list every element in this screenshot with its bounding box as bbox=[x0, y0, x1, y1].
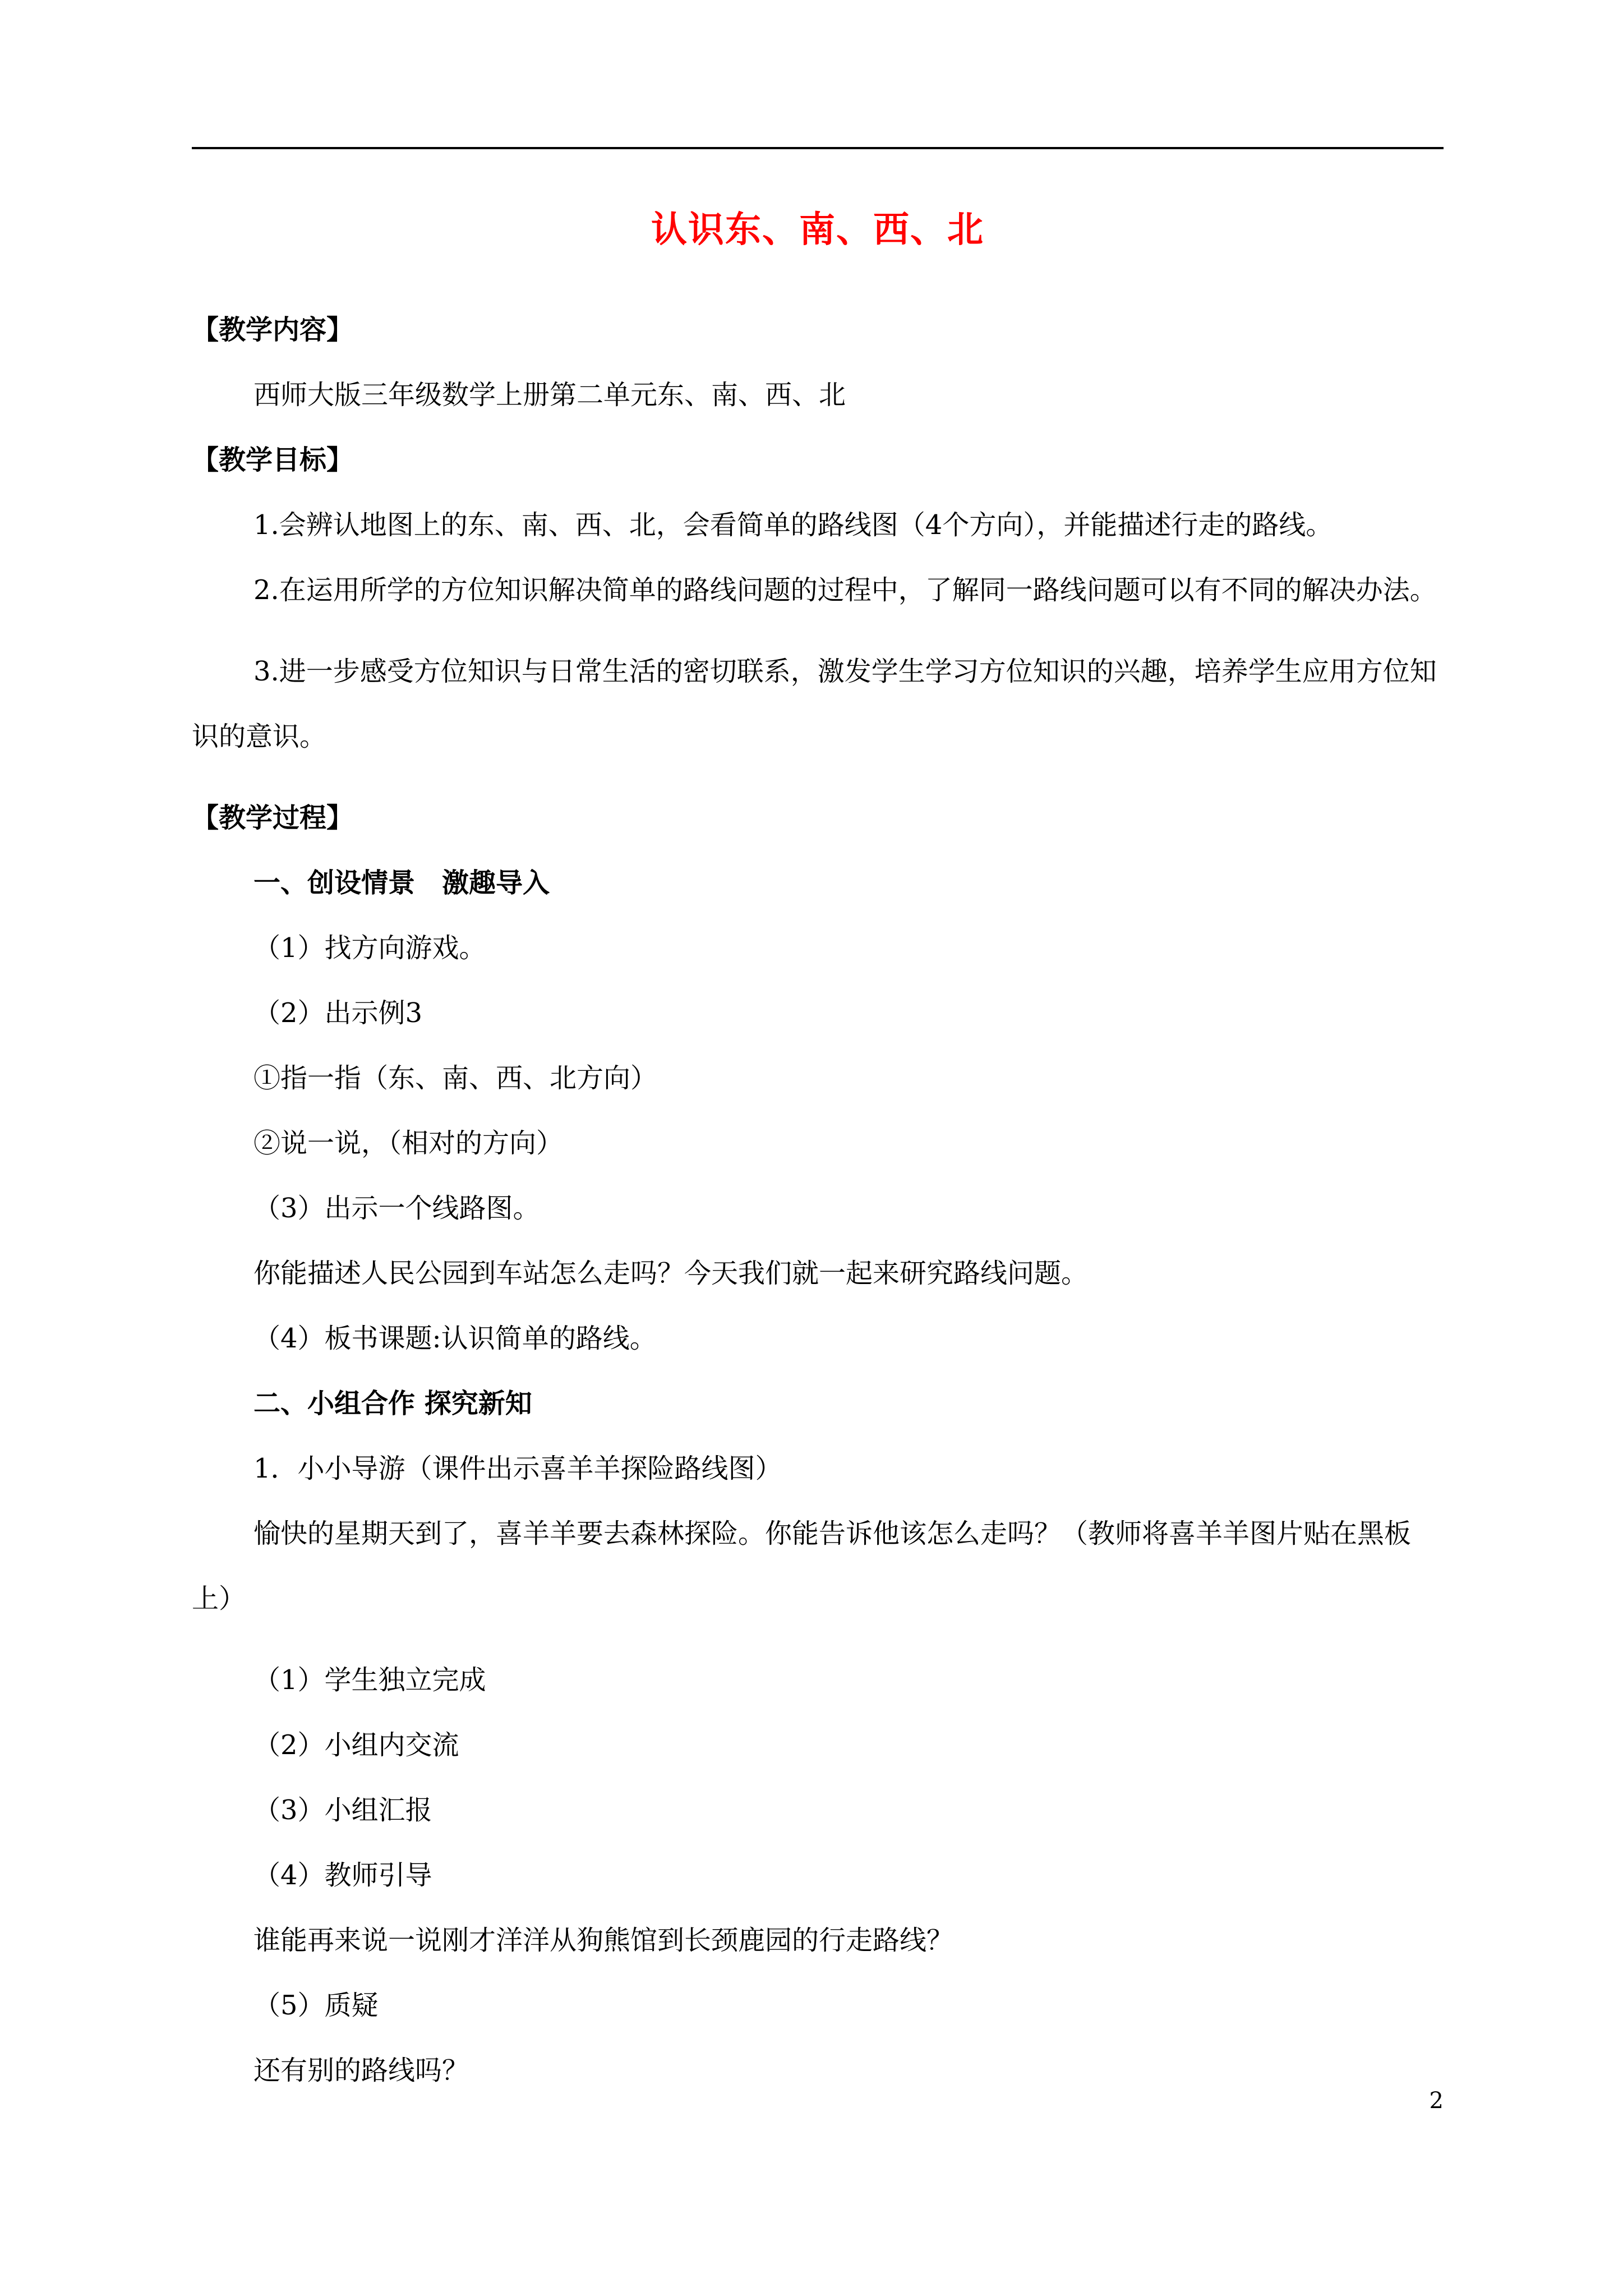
paragraph: 还有别的路线吗？ bbox=[253, 2055, 469, 2086]
list-item: （3）出示一个线路图。 bbox=[253, 1193, 540, 1224]
goal-item: 2.在运用所学的方位知识解决简单的路线问题的过程中，了解同一路线问题可以有不同的解决办法。 bbox=[253, 574, 1437, 606]
section-heading-content: 【教学内容】 bbox=[192, 314, 354, 346]
list-item: （2）出示例3 bbox=[253, 997, 423, 1029]
list-item: ②说一说，（相对的方向） bbox=[253, 1128, 564, 1159]
page-title: 认识东、南、西、北 bbox=[651, 209, 984, 251]
list-item: ①指一指（东、南、西、北方向） bbox=[253, 1062, 658, 1094]
list-item: （1）学生独立完成 bbox=[253, 1664, 486, 1696]
part-heading: 二、小组合作 探究新知 bbox=[253, 1388, 532, 1419]
header-rule bbox=[192, 147, 1444, 149]
section-heading-process: 【教学过程】 bbox=[192, 802, 354, 834]
paragraph: 愉快的星期天到了，喜羊羊要去森林探险。你能告诉他该怎么走吗？（教师将喜羊羊图片贴在黑板上） bbox=[192, 1518, 1412, 1614]
goal-item: 3.进一步感受方位知识与日常生活的密切联系，激发学生学习方位知识的兴趣，培养学生应用方位知识的意识。 bbox=[192, 656, 1437, 752]
list-item: （3）小组汇报 bbox=[253, 1795, 432, 1826]
page-number: 2 bbox=[1429, 2088, 1444, 2114]
list-item: （4）板书课题:认识简单的路线。 bbox=[253, 1323, 657, 1354]
list-item: （1）找方向游戏。 bbox=[253, 932, 486, 964]
paragraph: 谁能再来说一说刚才洋洋从狗熊馆到长颈鹿园的行走路线？ bbox=[253, 1925, 954, 1956]
section-heading-goals: 【教学目标】 bbox=[192, 444, 354, 476]
list-item: （5）质疑 bbox=[253, 1990, 379, 2021]
list-item: （2）小组内交流 bbox=[253, 1729, 459, 1761]
part-heading: 一、创设情景 激趣导入 bbox=[253, 867, 550, 899]
goal-item: 1.会辨认地图上的东、南、西、北，会看简单的路线图（4个方向），并能描述行走的路线。 bbox=[253, 509, 1333, 541]
content-text: 西师大版三年级数学上册第二单元东、南、西、北 bbox=[253, 379, 846, 411]
list-item: （4）教师引导 bbox=[253, 1860, 432, 1891]
paragraph: 你能描述人民公园到车站怎么走吗？今天我们就一起来研究路线问题。 bbox=[253, 1258, 1089, 1289]
document-body bbox=[192, 297, 1444, 2103]
sub-heading: 1．小小导游（课件出示喜羊羊探险路线图） bbox=[253, 1453, 782, 1484]
